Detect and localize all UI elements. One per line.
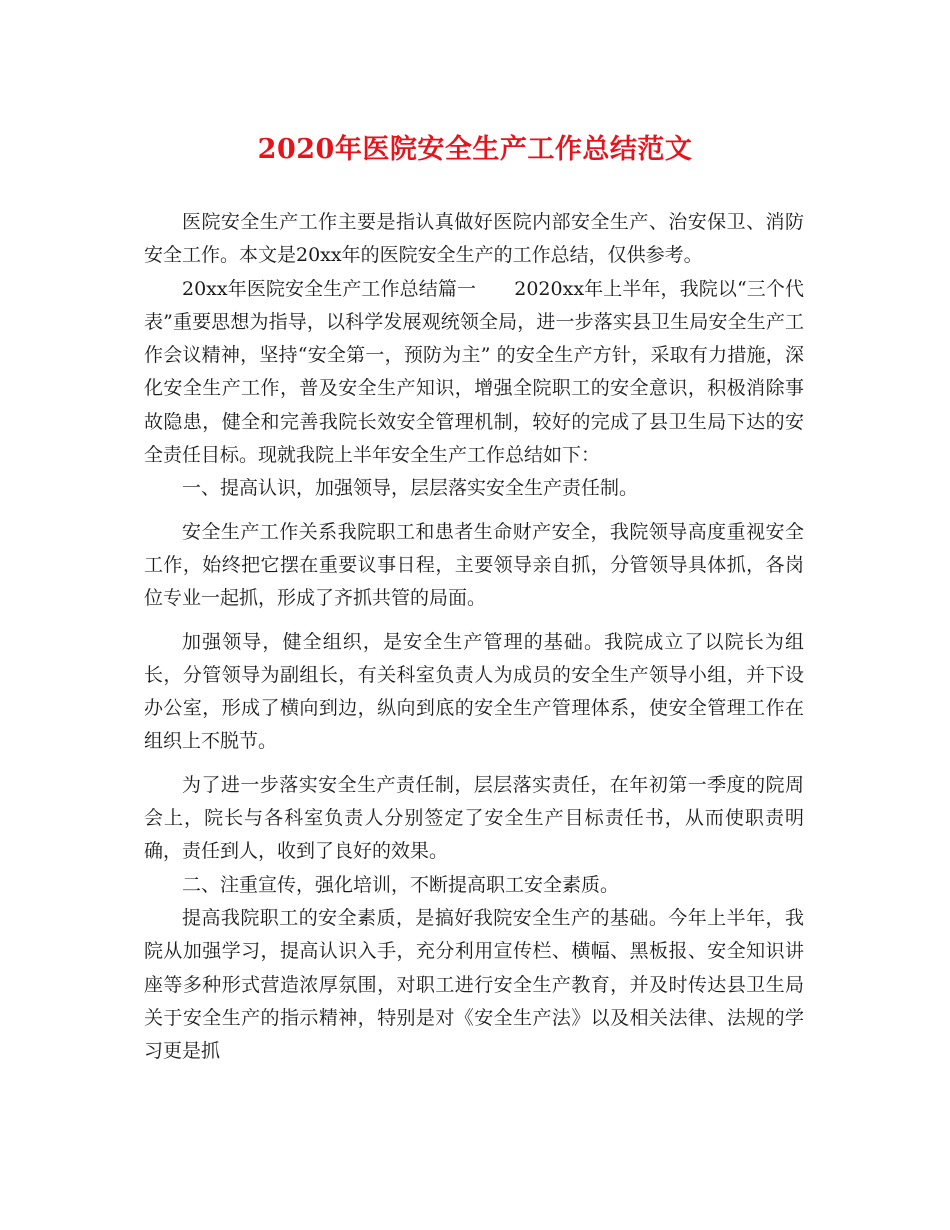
- document-body: [144, 206, 804, 1068]
- paragraph-intro: 医院安全生产工作主要是指认真做好医院内部安全生产、治安保卫、消防安全工作。本文是20xx年的医院安全生产的工作总结，仅供参考。: [144, 211, 804, 267]
- paragraph-section1-c: 为了进一步落实安全生产责任制，层层落实责任，在年初第一季度的院周会上，院长与各科室负责人分别签定了安全生产目标责任书，从而使职责明确，责任到人，收到了良好的效果。: [144, 773, 804, 863]
- paragraph-section1-a: 安全生产工作关系我院职工和患者生命财产安全，我院领导高度重视安全工作，始终把它摆在重要议事日程，主要领导亲自抓，分管领导具体抓，各岗位专业一起抓，形成了齐抓共管的局面。: [144, 520, 804, 610]
- paragraph-overview: 20xx年医院安全生产工作总结篇一 2020xx年上半年，我院以“三个代表”重要思想为指导，以科学发展观统领全局，进一步落实县卫生局安全生产工作会议精神，坚持“安全第一，预防为主” 的安全生产方针，采取有力措施，深化安全生产工作，普及安全生产知识，增强全院职工的安全意识，积极消除事故隐患，健全和完善我院长效安全管理机制，较好的完成了县卫生局下达的安全责任目标。现就我院上半年安全生产工作总结如下：: [144, 277, 804, 467]
- paragraph-section1-b: 加强领导，健全组织，是安全生产管理的基础。我院成立了以院长为组长，分管领导为副组长，有关科室负责人为成员的安全生产领导小组，并下设办公室，形成了横向到边，纵向到底的安全生产管理体系，使安全管理工作在组织上不脱节。: [144, 630, 804, 753]
- section-heading-2: 二、注重宣传，强化培训，不断提高职工安全素质。: [182, 873, 620, 896]
- paragraph-section2-a: 提高我院职工的安全素质，是搞好我院安全生产的基础。今年上半年，我院从加强学习，提高认识入手，充分利用宣传栏、横幅、黑板报、安全知识讲座等多种形式营造浓厚氛围，对职工进行安全生产教育，并及时传达县卫生局关于安全生产的指示精神，特别是对《安全生产法》以及相关法律、法规的学习更是抓: [144, 906, 804, 1063]
- document-title: 2020年医院安全生产工作总结范文: [257, 134, 693, 165]
- section-heading-1: 一、提高认识，加强领导，层层落实安全生产责任制。: [182, 477, 639, 500]
